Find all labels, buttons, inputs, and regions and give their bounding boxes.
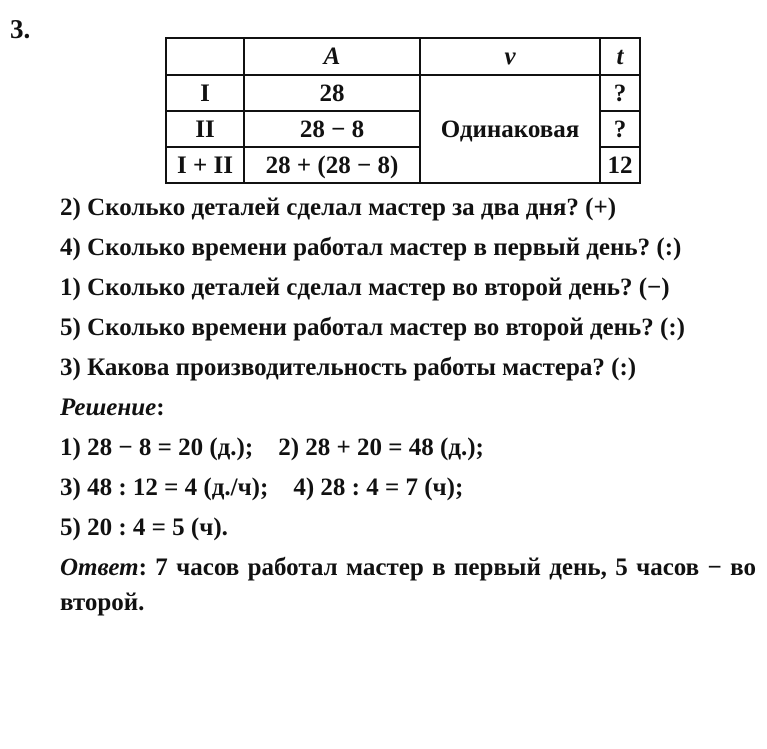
row-t-cell: ? xyxy=(600,75,640,111)
row-t-cell: ? xyxy=(600,111,640,147)
data-table xyxy=(165,37,641,184)
table-header-row xyxy=(166,38,640,75)
row-t-cell: 12 xyxy=(600,147,640,183)
table-row xyxy=(166,75,640,111)
solution-title xyxy=(60,390,756,425)
header-cell-v: v xyxy=(420,38,600,75)
text-block xyxy=(60,190,756,625)
row-label-cell: II xyxy=(166,111,244,147)
solution-title-colon: : xyxy=(156,394,165,421)
row-a-cell: 28 − 8 xyxy=(244,111,420,147)
row-label-cell: I xyxy=(166,75,244,111)
answer-text: : 7 часов работал мастер в первый день, 5 часов − во второй. xyxy=(60,554,756,616)
header-cell-t: t xyxy=(600,38,640,75)
answer-paragraph xyxy=(60,550,756,620)
question-item: 4) Сколько времени работал мастер в первый день? (:) xyxy=(60,234,682,261)
question-item: 5) Сколько времени работал мастер во второй день? (:) xyxy=(60,314,685,341)
v-merged-cell: Одинаковая xyxy=(420,75,600,183)
header-cell-empty xyxy=(166,38,244,75)
row-label-cell: I + II xyxy=(166,147,244,183)
question-item: 1) Сколько деталей сделал мастер во второй день? (−) xyxy=(60,274,670,301)
header-cell-a: A xyxy=(244,38,420,75)
question-item: 2) Сколько деталей сделал мастер за два дня? (+) xyxy=(60,194,617,221)
row-a-cell: 28 xyxy=(244,75,420,111)
solution-title-text: Решение xyxy=(60,394,157,421)
task-number: 3. xyxy=(10,14,31,44)
solution-line: 5) 20 : 4 = 5 (ч). xyxy=(60,514,228,541)
answer-label: Ответ xyxy=(60,554,139,581)
row-a-cell: 28 + (28 − 8) xyxy=(244,147,420,183)
question-item: 3) Какова производительность работы мастера? (:) xyxy=(60,354,637,381)
solution-line: 3) 48 : 12 = 4 (д./ч); 4) 28 : 4 = 7 (ч); xyxy=(60,474,464,501)
solution-line: 1) 28 − 8 = 20 (д.); 2) 28 + 20 = 48 (д.); xyxy=(60,434,484,461)
